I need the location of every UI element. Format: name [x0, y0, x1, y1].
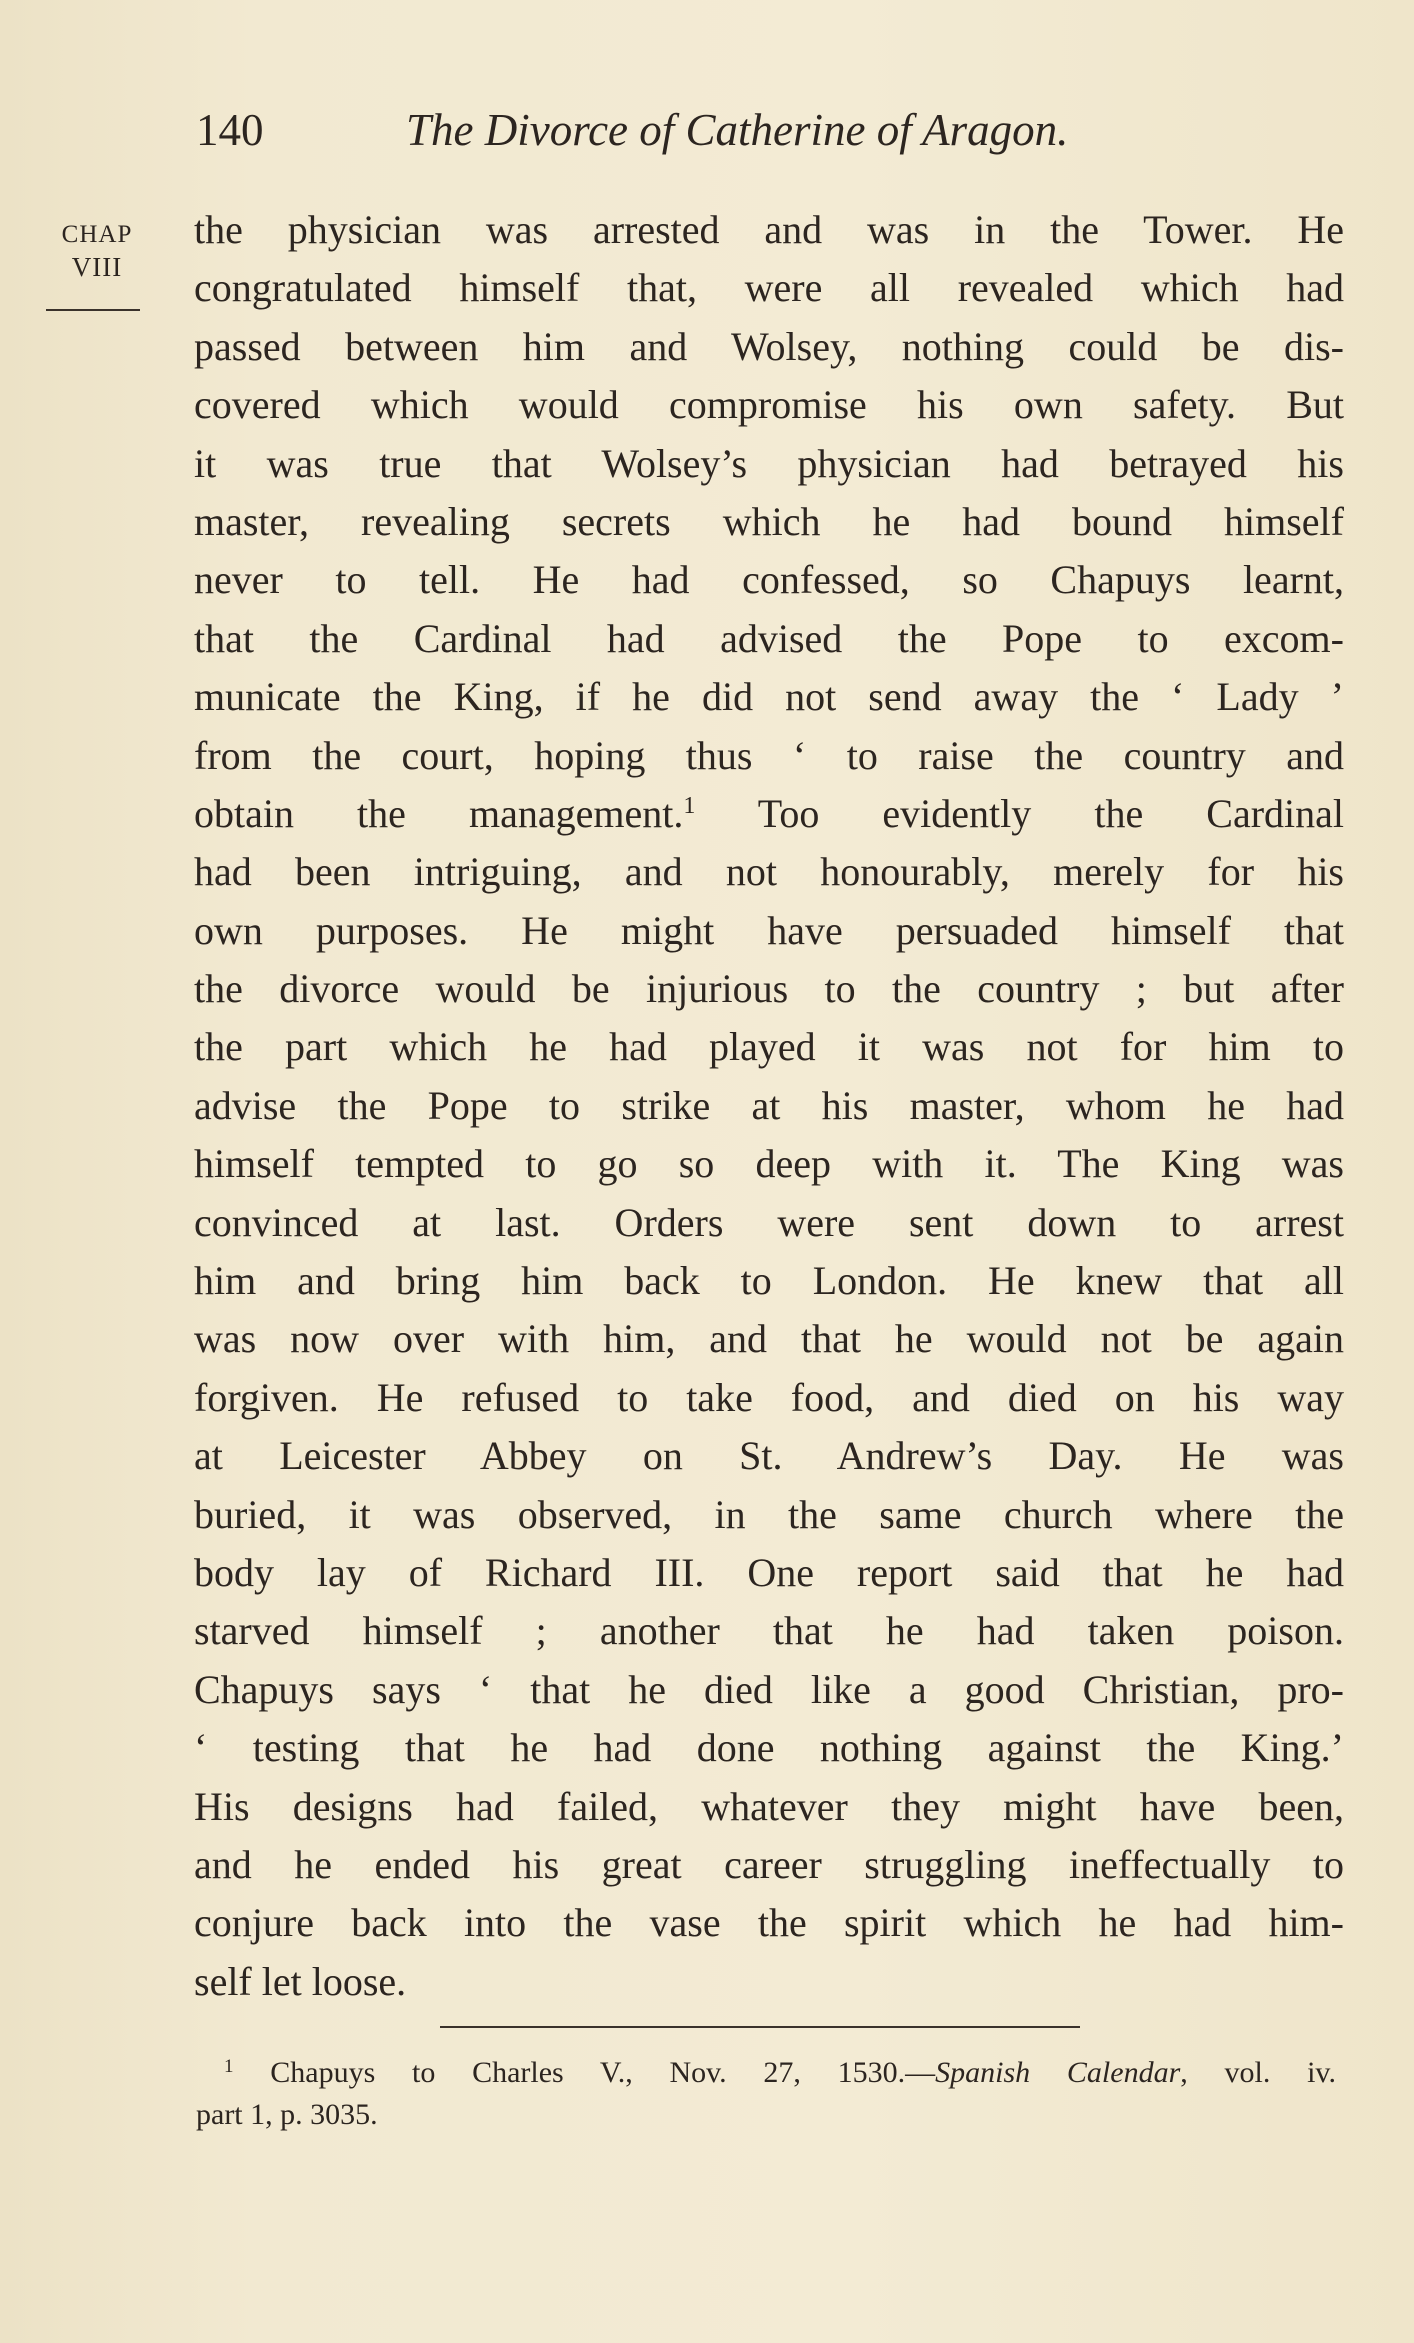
chapter-label: CHAP: [61, 221, 133, 248]
text-line: municate the King, if he did not send away the ‘ Lady ’: [194, 674, 1344, 720]
running-title: The Divorce of Catherine of Aragon.: [406, 105, 1069, 155]
footnote-italic-title: Spanish Calendar: [935, 2056, 1181, 2089]
text-line: conjure back into the vase the spirit which he had him-: [194, 1900, 1344, 1946]
footnote: [196, 2052, 1336, 2094]
chapter-marker: [54, 218, 140, 282]
text-segment: Too evidently the Cardinal: [757, 790, 1345, 836]
chapter-number: VIII: [71, 252, 123, 282]
text-line: the part which he had played it was not for him to: [194, 1024, 1344, 1070]
text-line: forgiven. He refused to take food, and died on his way: [194, 1374, 1344, 1420]
text-line: was now over with him, and that he would not be again: [194, 1316, 1344, 1362]
text-line: never to tell. He had confessed, so Chapuys learnt,: [194, 557, 1344, 603]
footnote-marker: 1: [224, 2056, 234, 2077]
text-line: ‘ testing that he had done nothing against the King.’: [194, 1725, 1344, 1771]
text-line: passed between him and Wolsey, nothing could be dis-: [194, 323, 1344, 369]
text-line-with-footnote: [194, 785, 1344, 843]
text-line: starved himself ; another that he had taken poison.: [194, 1608, 1344, 1654]
text-line: had been intriguing, and not honourably, merely for his: [194, 849, 1344, 895]
text-line: own purposes. He might have persuaded himself that: [194, 907, 1344, 953]
text-line: from the court, hoping thus ‘ to raise the country and: [194, 732, 1344, 778]
footnotes: [196, 2052, 1336, 2136]
text-line: the physician was arrested and was in the Tower. He: [194, 207, 1344, 252]
text-line: the divorce would be injurious to the country ; but after: [194, 966, 1344, 1012]
text-line: body lay of Richard III. One report said that he had: [194, 1549, 1344, 1595]
text-line: himself tempted to go so deep with it. The King was: [194, 1141, 1344, 1187]
text-line: it was true that Wolsey’s physician had betrayed his: [194, 440, 1344, 486]
footnote-text: , vol. iv.: [1180, 2056, 1336, 2089]
text-line: buried, it was observed, in the same church where the: [194, 1491, 1344, 1537]
footnote-reference: 1: [683, 792, 696, 819]
text-line: and he ended his great career struggling ineffectually to: [194, 1841, 1344, 1887]
text-line: Chapuys says ‘ that he died like a good Christian, pro-: [194, 1666, 1344, 1712]
text-line: advise the Pope to strike at his master, whom he had: [194, 1082, 1344, 1128]
body-text: [194, 201, 1344, 2011]
text-line: master, revealing secrets which he had bound himself: [194, 498, 1344, 544]
footnote-text: Chapuys to Charles V., Nov. 27, 1530.—: [270, 2056, 936, 2089]
text-line: him and bring him back to London. He knew that all: [194, 1258, 1344, 1304]
text-line: congratulated himself that, were all revealed which had: [194, 265, 1344, 311]
chapter-rule: [46, 309, 140, 311]
text-line: covered which would compromise his own safety. But: [194, 382, 1344, 428]
page-header: [196, 100, 1136, 160]
text-line: that the Cardinal had advised the Pope to excom-: [194, 615, 1344, 661]
footnote-continuation: part 1, p. 3035.: [196, 2098, 378, 2131]
page-number: 140: [196, 105, 264, 155]
text-line: at Leicester Abbey on St. Andrew’s Day. He was: [194, 1433, 1344, 1479]
text-line: convinced at last. Orders were sent down to arrest: [194, 1199, 1344, 1245]
text-line: His designs had failed, whatever they might have been,: [194, 1783, 1344, 1829]
footnote-rule: [440, 2026, 1080, 2028]
text-line: self let loose.: [194, 1958, 407, 2004]
text-segment: obtain the management.: [194, 790, 684, 836]
